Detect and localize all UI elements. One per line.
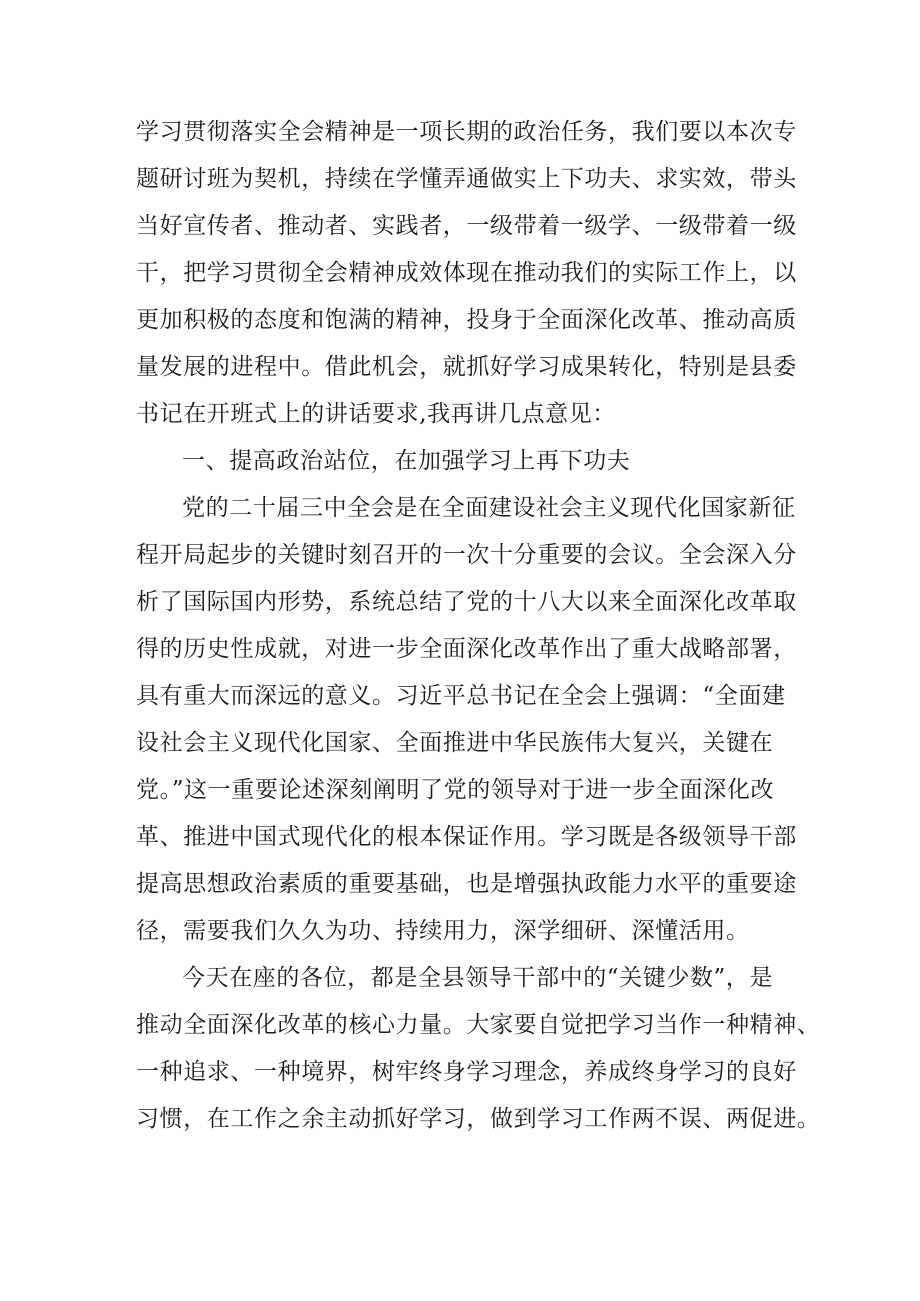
- paragraph-line: 干，把学习贯彻全会精神成效体现在推动我们的实际工作上，以: [136, 260, 797, 286]
- paragraph-line: 当好宣传者、推动者、实践者，一级带着一级学、一级带着一级: [136, 213, 797, 239]
- paragraph-line: 推动全面深化改革的核心力量。大家要自觉把学习当作一种精神、: [136, 1012, 821, 1038]
- section-heading: 一、提高政治站位，在加强学习上再下功夫: [182, 448, 631, 474]
- paragraph-line: 党的二十届三中全会是在全面建设社会主义现代化国家新征: [182, 495, 796, 521]
- paragraph-line: 程开局起步的关键时刻召开的一次十分重要的会议。全会深入分: [136, 542, 797, 568]
- paragraph-line: 得的历史性成就，对进一步全面深化改革作出了重大战略部署，: [136, 636, 797, 662]
- paragraph-line: 析了国际国内形势，系统总结了党的十八大以来全面深化改革取: [136, 589, 797, 615]
- paragraph-line: 具有重大而深远的意义。习近平总书记在全会上强调：“全面建: [136, 683, 786, 709]
- paragraph-line: 提高思想政治素质的重要基础，也是增强执政能力水平的重要途: [136, 871, 797, 897]
- paragraph-line: 今天在座的各位，都是全县领导干部中的“关键少数”，是: [182, 965, 774, 991]
- paragraph-line: 设社会主义现代化国家、全面推进中华民族伟大复兴，关键在: [136, 730, 774, 756]
- paragraph-line: 一种追求、一种境界，树牢终身学习理念，养成终身学习的良好: [136, 1059, 797, 1085]
- paragraph-line: 习惯，在工作之余主动抓好学习，做到学习工作两不误、两促进。: [136, 1106, 821, 1132]
- paragraph-line: 革、推进中国式现代化的根本保证作用。学习既是各级领导干部: [136, 824, 797, 850]
- paragraph-line: 学习贯彻落实全会精神是一项长期的政治任务，我们要以本次专: [136, 119, 797, 145]
- paragraph-line: 书记在开班式上的讲话要求,我再讲几点意见：: [136, 401, 616, 427]
- paragraph-line: 径，需要我们久久为功、持续用力，深学细研、深懂活用。: [136, 918, 750, 944]
- paragraph-line: 更加积极的态度和饱满的精神，投身于全面深化改革、推动高质: [136, 307, 797, 333]
- paragraph-line: 党。”这一重要论述深刻阐明了党的领导对于进一步全面深化改: [136, 777, 775, 803]
- paragraph-line: 量发展的进程中。借此机会，就抓好学习成果转化，特别是县委: [136, 354, 797, 380]
- paragraph-line: 题研讨班为契机，持续在学懂弄通做实上下功夫、求实效，带头: [136, 166, 797, 192]
